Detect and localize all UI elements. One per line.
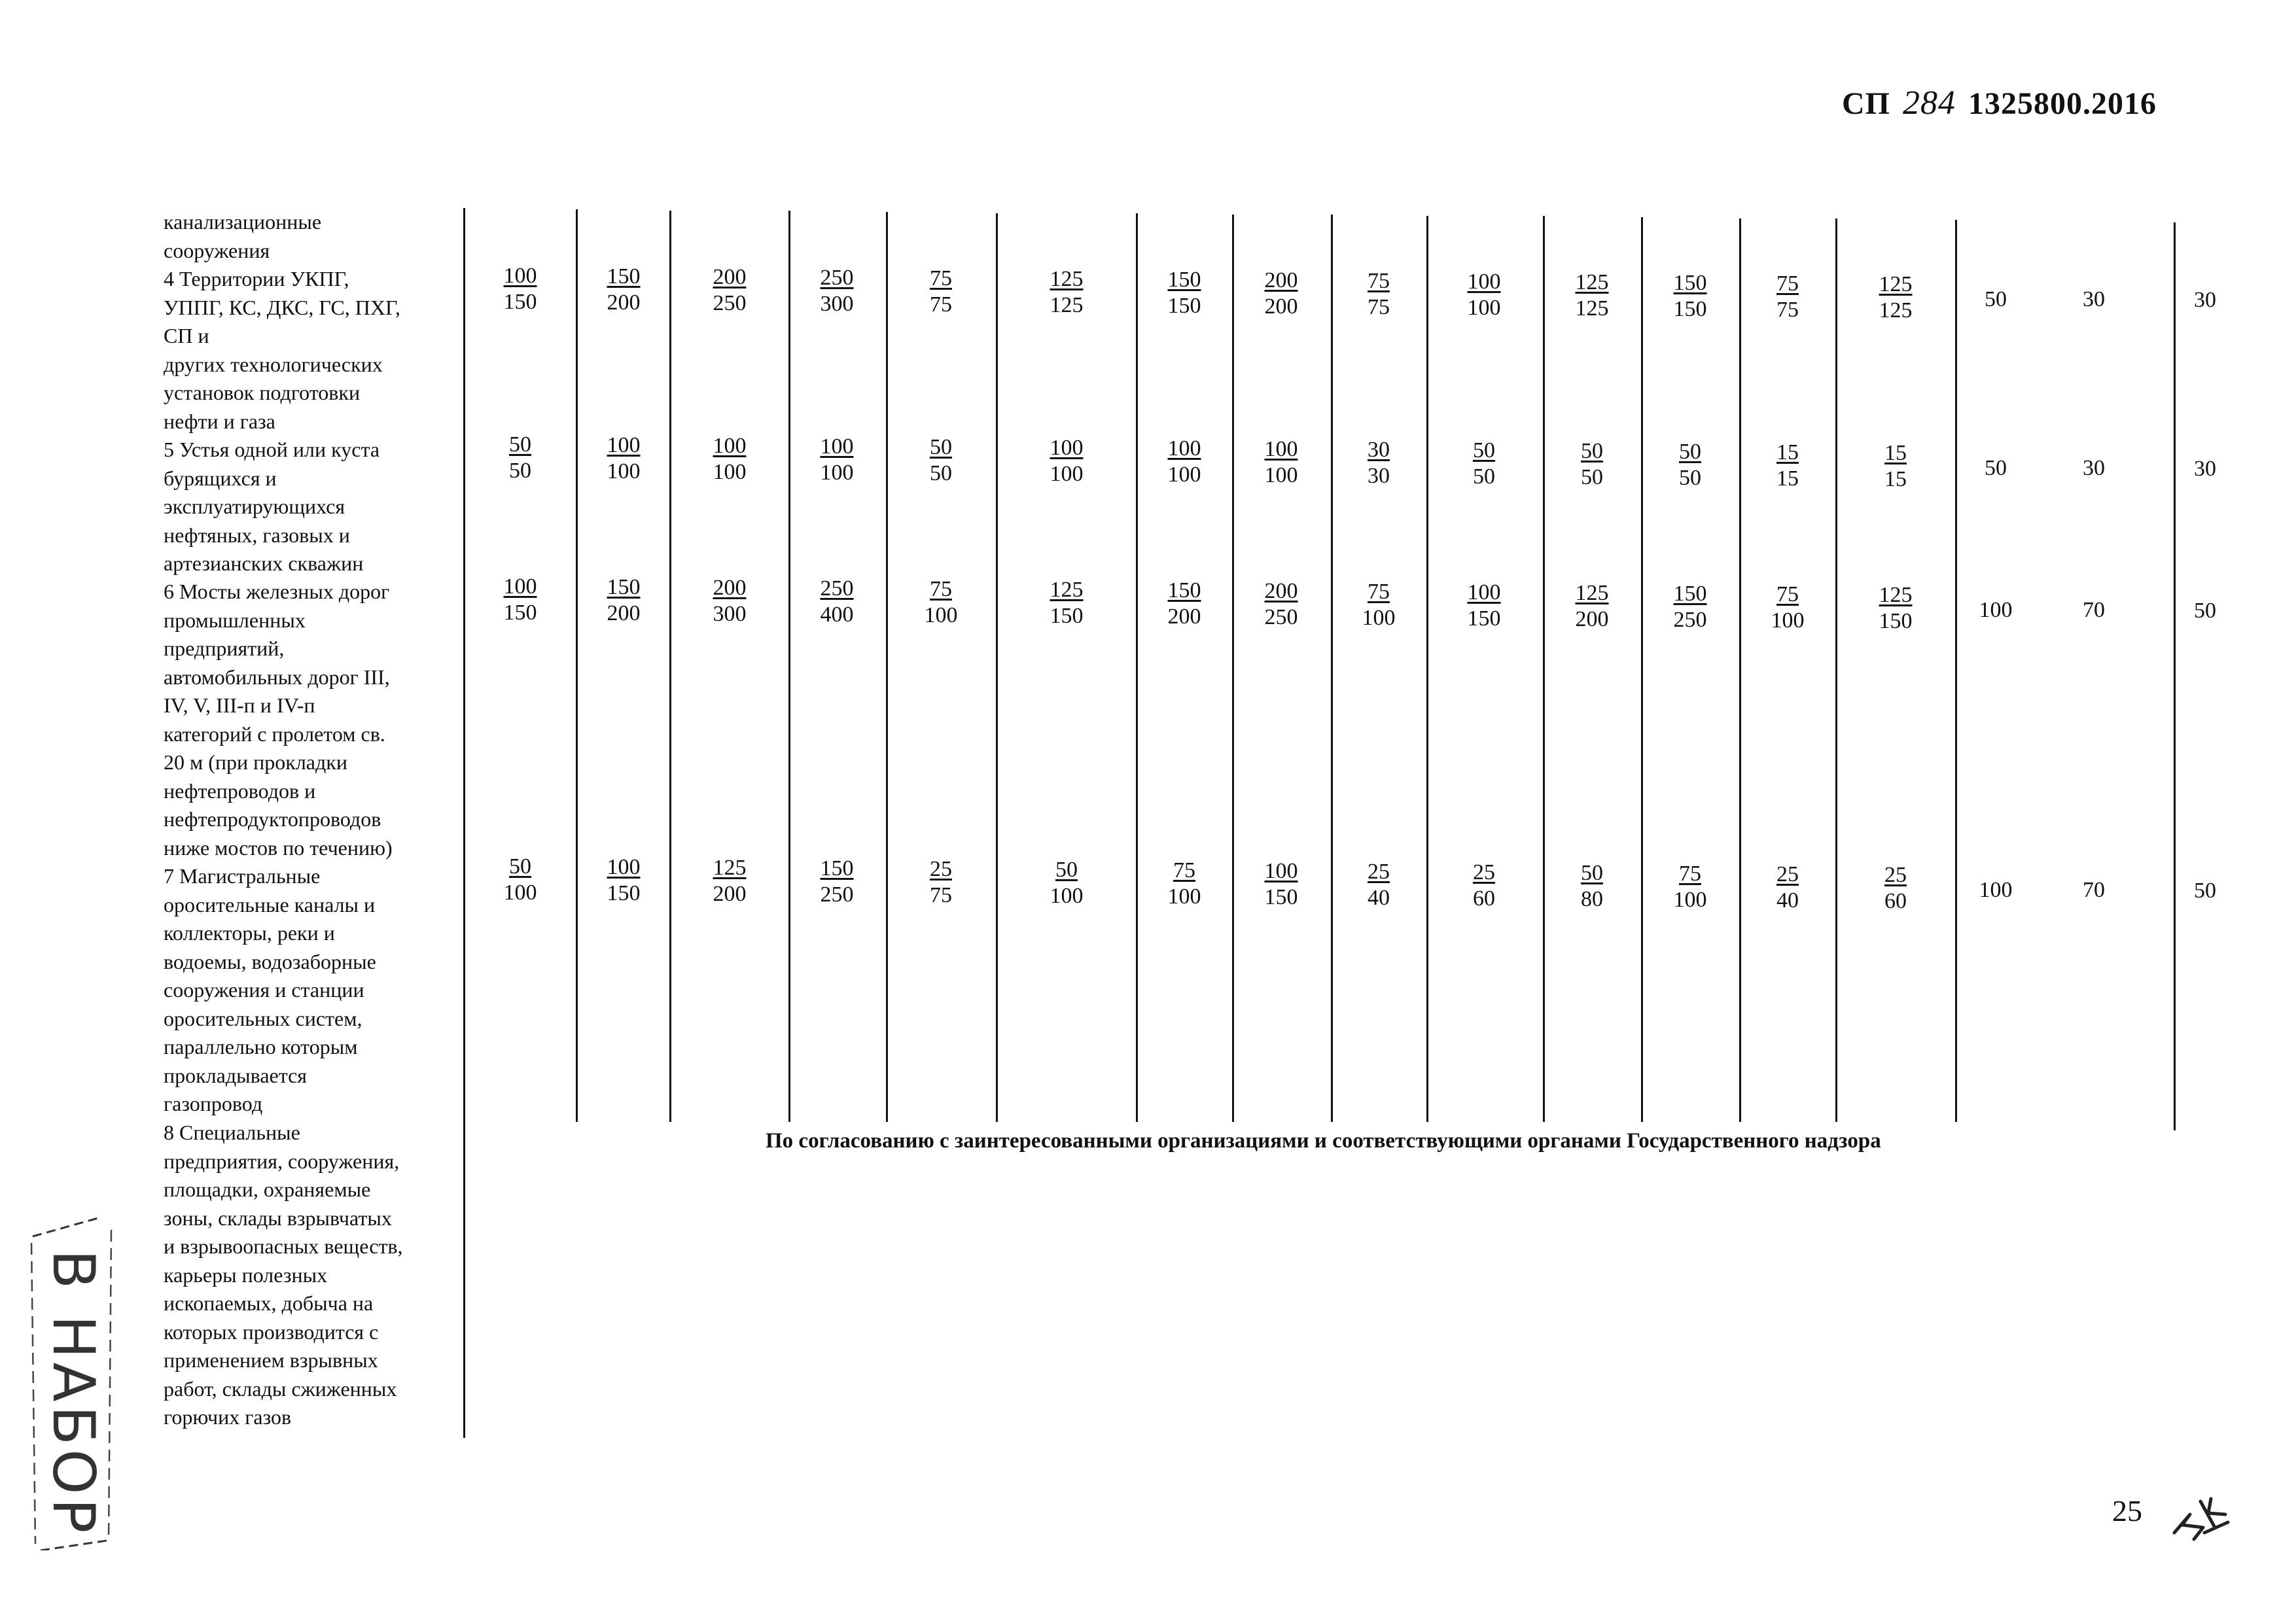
value-fraction xyxy=(1339,579,1418,631)
value-fraction xyxy=(1445,269,1523,321)
fraction-denominator: 150 xyxy=(1467,606,1501,631)
fraction-numerator: 200 xyxy=(713,264,747,289)
fraction-denominator: 80 xyxy=(1581,886,1603,911)
fraction-numerator: 100 xyxy=(1264,436,1298,461)
desc-line: и взрывоопасных веществ, xyxy=(164,1234,403,1258)
fraction-numerator: 100 xyxy=(1167,436,1201,461)
fraction-numerator: 150 xyxy=(607,574,641,599)
column-divider xyxy=(1331,215,1333,1122)
desc-line: автомобильных дорог III, xyxy=(164,665,390,689)
fraction-numerator: 100 xyxy=(820,434,854,459)
desc-line: нефтепроводов и xyxy=(164,778,316,803)
fraction-denominator: 100 xyxy=(1362,605,1396,630)
row-8-note: По согласованию с заинтересованными организациями и соответствующими органами Государственного надзора xyxy=(766,1129,1881,1153)
column-divider xyxy=(788,211,790,1122)
value-fraction xyxy=(1027,435,1106,487)
fraction-denominator: 100 xyxy=(713,459,747,484)
value-fraction xyxy=(1748,440,1827,492)
value-fraction xyxy=(1242,268,1320,320)
value-fraction xyxy=(1242,578,1320,631)
fraction-denominator: 100 xyxy=(607,459,641,483)
stamp-v-nabor xyxy=(20,1210,118,1550)
row-description-5 xyxy=(164,436,448,578)
fraction-numerator: 150 xyxy=(1673,581,1707,606)
fraction-denominator: 250 xyxy=(1264,604,1298,629)
page-number: 25 xyxy=(2112,1494,2142,1527)
fraction-denominator: 100 xyxy=(1167,462,1201,487)
fraction-denominator: 200 xyxy=(607,601,641,625)
value-fraction xyxy=(481,432,559,484)
fraction-numerator: 75 xyxy=(1776,271,1799,296)
desc-line: нефтепродуктопроводов xyxy=(164,807,381,831)
value-single: 30 xyxy=(2083,287,2105,312)
fraction-denominator: 150 xyxy=(1167,294,1201,319)
fraction-denominator: 150 xyxy=(503,290,537,314)
column-divider xyxy=(1543,216,1545,1122)
fraction-denominator: 50 xyxy=(1581,464,1603,489)
fraction-numerator: 125 xyxy=(1575,580,1609,605)
fraction-numerator: 100 xyxy=(713,433,747,458)
value-fraction xyxy=(1553,580,1631,633)
fraction-denominator: 250 xyxy=(713,290,747,315)
desc-line: оросительные каналы и xyxy=(164,892,376,916)
fraction-numerator: 25 xyxy=(930,856,952,881)
value-single: 50 xyxy=(1985,455,2007,480)
fraction-denominator: 150 xyxy=(1879,608,1913,633)
fraction-denominator: 100 xyxy=(1771,608,1805,633)
document-code-prefix: СП xyxy=(1842,86,1890,121)
desc-line: 8 Специальные xyxy=(164,1121,300,1144)
value-fraction xyxy=(1553,860,1631,913)
column-divider-first xyxy=(463,208,465,1438)
column-divider xyxy=(1739,218,1741,1122)
desc-line: сооружения и станции xyxy=(164,978,364,1002)
fraction-numerator: 50 xyxy=(1473,438,1495,462)
value-fraction xyxy=(1445,860,1523,912)
fraction-denominator: 60 xyxy=(1473,886,1495,911)
desc-line: ниже мостов по течению) xyxy=(164,835,393,860)
desc-line: оросительных систем, xyxy=(164,1006,362,1030)
fraction-denominator: 40 xyxy=(1776,888,1799,913)
desc-line: сооружения xyxy=(164,238,270,262)
fraction-denominator: 50 xyxy=(1679,465,1701,490)
value-fraction xyxy=(1651,270,1729,323)
value-single: 30 xyxy=(2194,457,2216,481)
value-fraction xyxy=(798,265,876,317)
value-fraction xyxy=(584,854,663,907)
desc-line: УППГ, КС, ДКС, ГС, ПХГ, xyxy=(164,295,400,319)
fraction-numerator: 100 xyxy=(1264,858,1298,883)
value-fraction xyxy=(1145,858,1224,910)
fraction-numerator: 100 xyxy=(607,432,641,457)
fraction-denominator: 150 xyxy=(607,881,641,905)
value-fraction xyxy=(1651,439,1729,491)
value-fraction xyxy=(1445,580,1523,632)
value-fraction xyxy=(1145,578,1224,630)
value-fraction xyxy=(1242,436,1320,489)
value-single: 100 xyxy=(1979,877,2013,902)
fraction-numerator: 150 xyxy=(1673,270,1707,295)
fraction-denominator: 250 xyxy=(1673,607,1707,632)
desc-line: промышленных xyxy=(164,608,306,632)
value-fraction xyxy=(1027,266,1106,319)
desc-line: предприятия, сооружения, xyxy=(164,1149,400,1173)
desc-line: IV, V, III-п и IV-п xyxy=(164,693,315,717)
desc-line: карьеры полезных xyxy=(164,1263,328,1287)
desc-line: нефтяных, газовых и xyxy=(164,523,350,547)
value-fraction xyxy=(690,433,769,485)
desc-line: 20 м (при прокладки xyxy=(164,750,347,774)
value-fraction xyxy=(1339,437,1418,489)
fraction-numerator: 15 xyxy=(1776,440,1799,464)
fraction-numerator: 50 xyxy=(930,434,952,459)
value-fraction xyxy=(1748,582,1827,634)
value-single: 50 xyxy=(1985,287,2007,311)
column-divider xyxy=(1426,216,1428,1122)
fraction-denominator: 50 xyxy=(509,459,531,483)
fraction-numerator: 125 xyxy=(1879,582,1913,607)
fraction-denominator: 100 xyxy=(820,460,854,485)
desc-line: 7 Магистральные xyxy=(164,864,321,888)
fraction-denominator: 15 xyxy=(1776,466,1799,491)
fraction-denominator: 150 xyxy=(1050,604,1084,628)
fraction-numerator: 25 xyxy=(1884,862,1907,887)
value-fraction xyxy=(481,574,559,626)
value-fraction xyxy=(1145,436,1224,488)
value-fraction xyxy=(690,264,769,317)
desc-line: применением взрывных xyxy=(164,1348,378,1372)
row-description-4 xyxy=(164,265,448,436)
desc-line: установок подготовки xyxy=(164,381,361,404)
column-divider xyxy=(669,211,671,1122)
value-fraction xyxy=(481,263,559,315)
value-fraction xyxy=(902,266,980,318)
document-code-handwritten: 284 xyxy=(1903,84,1956,122)
value-fraction xyxy=(902,434,980,487)
value-fraction xyxy=(902,576,980,629)
fraction-denominator: 15 xyxy=(1884,466,1907,491)
fraction-numerator: 50 xyxy=(1581,860,1603,885)
fraction-numerator: 200 xyxy=(1264,268,1298,292)
fraction-numerator: 50 xyxy=(509,432,531,457)
desc-line: 4 Территории УКПГ, xyxy=(164,267,349,290)
desc-line: категорий с пролетом св. xyxy=(164,722,385,746)
fraction-numerator: 75 xyxy=(1776,582,1799,606)
column-divider xyxy=(1136,213,1138,1122)
value-fraction xyxy=(690,575,769,627)
desc-line: нефти и газа xyxy=(164,409,275,433)
row-description-cont xyxy=(164,208,448,265)
desc-line: водоемы, водозаборные xyxy=(164,949,376,973)
column-divider xyxy=(886,212,888,1122)
value-fraction xyxy=(1748,271,1827,323)
fraction-denominator: 60 xyxy=(1884,888,1907,913)
value-fraction xyxy=(1856,862,1935,915)
fraction-numerator: 50 xyxy=(509,854,531,879)
value-fraction xyxy=(1856,271,1935,324)
desc-line: которых производится с xyxy=(164,1319,379,1344)
column-divider xyxy=(1955,220,1957,1122)
fraction-numerator: 50 xyxy=(1581,438,1603,463)
value-fraction xyxy=(1553,438,1631,491)
fraction-denominator: 200 xyxy=(1167,604,1201,629)
value-fraction xyxy=(1748,862,1827,914)
value-single: 70 xyxy=(2083,598,2105,623)
desc-line: эксплуатирующихся xyxy=(164,495,345,518)
fraction-denominator: 75 xyxy=(930,882,952,907)
fraction-denominator: 40 xyxy=(1368,885,1390,910)
fraction-numerator: 30 xyxy=(1368,437,1390,462)
fraction-numerator: 200 xyxy=(713,575,747,600)
value-fraction xyxy=(1242,858,1320,911)
value-fraction xyxy=(1856,582,1935,635)
fraction-denominator: 400 xyxy=(820,602,854,627)
desc-line: 6 Мосты железных дорог xyxy=(164,580,390,603)
value-fraction xyxy=(1339,859,1418,911)
value-single: 50 xyxy=(2194,599,2216,623)
value-fraction xyxy=(584,574,663,627)
fraction-numerator: 125 xyxy=(1879,271,1913,296)
value-single: 70 xyxy=(2083,878,2105,903)
fraction-denominator: 150 xyxy=(503,601,537,625)
value-fraction xyxy=(798,856,876,908)
desc-line: канализационные xyxy=(164,210,322,234)
value-fraction xyxy=(584,432,663,485)
fraction-numerator: 25 xyxy=(1368,859,1390,884)
value-fraction xyxy=(1651,861,1729,913)
fraction-denominator: 300 xyxy=(713,601,747,626)
fraction-numerator: 250 xyxy=(820,576,854,601)
fraction-numerator: 50 xyxy=(1055,858,1078,882)
column-divider xyxy=(2174,222,2176,1130)
fraction-numerator: 200 xyxy=(1264,578,1298,603)
fraction-denominator: 100 xyxy=(924,602,958,627)
value-fraction xyxy=(902,856,980,909)
fraction-denominator: 125 xyxy=(1575,296,1609,321)
fraction-denominator: 100 xyxy=(1167,884,1201,909)
fraction-numerator: 75 xyxy=(930,266,952,290)
column-divider xyxy=(1835,218,1837,1122)
fraction-denominator: 150 xyxy=(1264,884,1298,909)
fraction-denominator: 150 xyxy=(1673,296,1707,321)
fraction-numerator: 100 xyxy=(607,854,641,879)
desc-line: бурящихся и xyxy=(164,466,277,490)
row-description-8 xyxy=(164,1119,448,1432)
fraction-denominator: 100 xyxy=(1673,887,1707,912)
column-divider xyxy=(1641,217,1643,1122)
fraction-numerator: 100 xyxy=(503,574,537,599)
desc-line: 5 Устья одной или куста xyxy=(164,438,380,461)
value-fraction xyxy=(1553,270,1631,322)
desc-line: СП и xyxy=(164,324,209,347)
fraction-denominator: 75 xyxy=(1776,297,1799,322)
value-fraction xyxy=(798,576,876,628)
fraction-numerator: 100 xyxy=(1050,436,1084,460)
desc-line: горючих газов xyxy=(164,1405,292,1429)
fraction-numerator: 150 xyxy=(1167,268,1201,292)
fraction-denominator: 200 xyxy=(1264,294,1298,319)
stamp-text: В НАБОР xyxy=(40,1249,107,1537)
fraction-numerator: 15 xyxy=(1884,440,1907,465)
desc-line: параллельно которым xyxy=(164,1035,358,1058)
fraction-denominator: 50 xyxy=(1473,464,1495,489)
fraction-numerator: 75 xyxy=(1173,858,1195,883)
value-fraction xyxy=(690,855,769,907)
desc-line: прокладывается xyxy=(164,1063,308,1087)
fraction-denominator: 125 xyxy=(1050,293,1084,317)
desc-line: работ, склады сжиженных xyxy=(164,1376,397,1401)
fraction-numerator: 150 xyxy=(1167,578,1201,603)
desc-line: газопровод xyxy=(164,1092,263,1115)
fraction-denominator: 100 xyxy=(503,881,537,905)
value-fraction xyxy=(798,434,876,486)
fraction-numerator: 250 xyxy=(820,265,854,290)
value-single: 30 xyxy=(2194,288,2216,313)
value-fraction xyxy=(1145,267,1224,319)
value-fraction xyxy=(1856,440,1935,493)
fraction-numerator: 75 xyxy=(1368,268,1390,293)
desc-line: площадки, охраняемые xyxy=(164,1178,371,1201)
fraction-numerator: 25 xyxy=(1473,860,1495,884)
fraction-numerator: 75 xyxy=(930,576,952,601)
desc-line: артезианских скважин xyxy=(164,551,364,575)
value-single: 30 xyxy=(2083,456,2105,481)
fraction-numerator: 100 xyxy=(1467,580,1501,604)
fraction-numerator: 100 xyxy=(503,264,537,288)
fraction-numerator: 150 xyxy=(607,264,641,288)
handwritten-mark-icon xyxy=(2163,1482,2234,1554)
value-fraction xyxy=(1339,268,1418,321)
fraction-denominator: 100 xyxy=(1467,295,1501,320)
row-description-6 xyxy=(164,578,448,862)
fraction-denominator: 100 xyxy=(1050,462,1084,486)
column-divider xyxy=(996,213,998,1122)
fraction-denominator: 75 xyxy=(1368,294,1390,319)
fraction-denominator: 300 xyxy=(820,291,854,316)
value-fraction xyxy=(1027,857,1106,909)
fraction-numerator: 75 xyxy=(1679,861,1701,886)
fraction-denominator: 200 xyxy=(1575,606,1609,631)
value-fraction xyxy=(481,854,559,906)
fraction-numerator: 125 xyxy=(713,855,747,880)
column-divider xyxy=(1232,215,1234,1122)
value-single: 100 xyxy=(1979,597,2013,622)
desc-line: коллекторы, реки и xyxy=(164,921,335,945)
fraction-numerator: 75 xyxy=(1368,579,1390,604)
fraction-numerator: 50 xyxy=(1679,439,1701,464)
fraction-denominator: 125 xyxy=(1879,298,1913,323)
fraction-numerator: 125 xyxy=(1575,270,1609,294)
fraction-numerator: 125 xyxy=(1050,267,1084,291)
fraction-denominator: 30 xyxy=(1368,463,1390,488)
desc-line: предприятий, xyxy=(164,637,285,660)
fraction-denominator: 200 xyxy=(607,290,641,315)
fraction-denominator: 200 xyxy=(713,881,747,906)
value-fraction xyxy=(1027,577,1106,629)
value-single: 50 xyxy=(2194,879,2216,903)
document-code xyxy=(1842,84,2157,122)
fraction-numerator: 150 xyxy=(820,856,854,881)
fraction-denominator: 75 xyxy=(930,292,952,317)
column-divider xyxy=(576,209,578,1122)
desc-line: ископаемых, добыча на xyxy=(164,1291,374,1315)
fraction-denominator: 250 xyxy=(820,882,854,907)
desc-line: зоны, склады взрывчатых xyxy=(164,1206,392,1230)
value-fraction xyxy=(1445,438,1523,490)
fraction-denominator: 100 xyxy=(1264,462,1298,487)
fraction-denominator: 100 xyxy=(1050,884,1084,908)
fraction-numerator: 25 xyxy=(1776,862,1799,886)
fraction-numerator: 100 xyxy=(1467,269,1501,294)
row-description-7 xyxy=(164,862,448,1119)
desc-line: других технологических xyxy=(164,352,383,376)
fraction-denominator: 50 xyxy=(930,461,952,485)
value-fraction xyxy=(584,264,663,316)
document-code-suffix: 1325800.2016 xyxy=(1968,86,2157,121)
value-fraction xyxy=(1651,581,1729,633)
fraction-numerator: 125 xyxy=(1050,578,1084,602)
